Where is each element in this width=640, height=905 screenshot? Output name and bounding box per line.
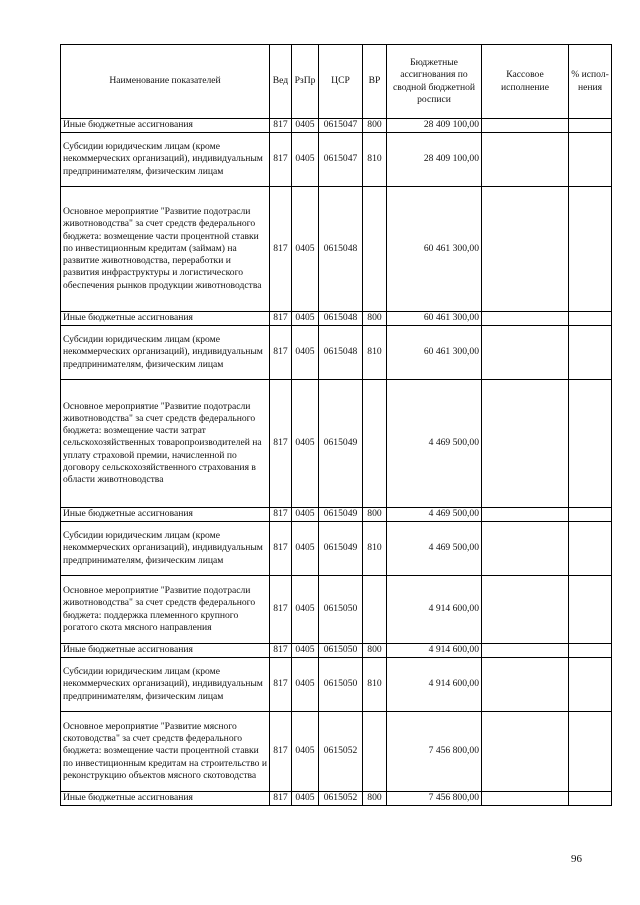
cell-cash [482,576,569,644]
header-percent: % испол-нения [569,45,612,119]
cell-percent [569,380,612,508]
cell-vr: 800 [363,312,387,326]
cell-rzpr: 0405 [292,658,319,712]
cell-rzpr: 0405 [292,576,319,644]
cell-ved: 817 [270,326,292,380]
cell-vr: 810 [363,658,387,712]
cell-budget: 7 456 800,00 [387,712,482,792]
cell-budget: 28 409 100,00 [387,133,482,187]
cell-rzpr: 0405 [292,522,319,576]
budget-table [60,44,612,806]
cell-csr: 0615052 [319,712,363,792]
table-row [61,326,612,380]
cell-rzpr: 0405 [292,380,319,508]
cell-budget: 7 456 800,00 [387,792,482,806]
cell-percent [569,792,612,806]
cell-ved: 817 [270,658,292,712]
cell-budget: 4 914 600,00 [387,576,482,644]
cell-name: Основное мероприятие "Развитие подотрасли животноводства" за счет средств федерального бюджета: поддержка племенного крупного рогатого скота мясного направления [61,576,270,644]
cell-cash [482,644,569,658]
cell-percent [569,576,612,644]
cell-cash [482,508,569,522]
cell-vr: 800 [363,644,387,658]
cell-cash [482,119,569,133]
cell-vr [363,712,387,792]
cell-name: Основное мероприятие "Развитие подотрасли животноводства" за счет средств федерального бюджета: возмещение части процентной ставки по инвестиционным кредитам (займам) на развитие животноводства, переработки и развития инфраструктуры и логистического обеспечения рынков продукции животноводства [61,187,270,312]
cell-cash [482,312,569,326]
cell-vr: 810 [363,326,387,380]
cell-budget: 28 409 100,00 [387,119,482,133]
cell-vr: 810 [363,522,387,576]
cell-budget: 60 461 300,00 [387,326,482,380]
cell-csr: 0615047 [319,119,363,133]
cell-vr [363,576,387,644]
cell-name: Иные бюджетные ассигнования [61,508,270,522]
cell-percent [569,508,612,522]
header-budget: Бюджетные ассигнования по сводной бюджетной росписи [387,45,482,119]
table-row [61,658,612,712]
cell-rzpr: 0405 [292,712,319,792]
table-row [61,644,612,658]
cell-budget: 60 461 300,00 [387,187,482,312]
cell-cash [482,133,569,187]
cell-ved: 817 [270,119,292,133]
cell-percent [569,133,612,187]
cell-rzpr: 0405 [292,792,319,806]
table-row [61,792,612,806]
table-row [61,119,612,133]
cell-csr: 0615048 [319,326,363,380]
cell-rzpr: 0405 [292,326,319,380]
cell-budget: 4 914 600,00 [387,658,482,712]
cell-name: Иные бюджетные ассигнования [61,792,270,806]
cell-ved: 817 [270,522,292,576]
cell-name: Основное мероприятие "Развитие подотрасли животноводства" за счет средств федерального бюджета: возмещение части затрат сельскохозяйственных товаропроизводителей на уплату страховой премии, начисленной по договору сельскохозяйственного страхования в области животноводства [61,380,270,508]
table-row [61,508,612,522]
cell-ved: 817 [270,133,292,187]
cell-percent [569,658,612,712]
cell-vr: 800 [363,508,387,522]
cell-rzpr: 0405 [292,508,319,522]
cell-csr: 0615052 [319,792,363,806]
cell-csr: 0615048 [319,312,363,326]
cell-csr: 0615047 [319,133,363,187]
cell-percent [569,326,612,380]
cell-budget: 4 469 500,00 [387,508,482,522]
cell-cash [482,792,569,806]
cell-cash [482,187,569,312]
cell-budget: 4 914 600,00 [387,644,482,658]
cell-ved: 817 [270,312,292,326]
cell-rzpr: 0405 [292,312,319,326]
cell-rzpr: 0405 [292,133,319,187]
cell-vr: 800 [363,792,387,806]
cell-cash [482,380,569,508]
cell-vr [363,187,387,312]
cell-csr: 0615050 [319,576,363,644]
cell-percent [569,312,612,326]
cell-csr: 0615049 [319,380,363,508]
cell-ved: 817 [270,576,292,644]
cell-ved: 817 [270,644,292,658]
page-number: 96 [571,853,582,865]
table-row [61,712,612,792]
cell-vr: 810 [363,133,387,187]
cell-cash [482,712,569,792]
header-csr: ЦСР [319,45,363,119]
cell-vr [363,380,387,508]
table-row [61,522,612,576]
cell-percent [569,522,612,576]
header-rzpr: РзПр [292,45,319,119]
cell-budget: 60 461 300,00 [387,312,482,326]
header-ved: Вед [270,45,292,119]
cell-ved: 817 [270,508,292,522]
table-row [61,312,612,326]
cell-rzpr: 0405 [292,187,319,312]
cell-csr: 0615050 [319,658,363,712]
cell-name: Иные бюджетные ассигнования [61,312,270,326]
cell-csr: 0615048 [319,187,363,312]
cell-ved: 817 [270,380,292,508]
table-row [61,576,612,644]
cell-budget: 4 469 500,00 [387,380,482,508]
cell-ved: 817 [270,187,292,312]
cell-name: Субсидии юридическим лицам (кроме некоммерческих организаций), индивидуальным предпринимателям, физическим лицам [61,658,270,712]
table-row [61,380,612,508]
cell-csr: 0615049 [319,522,363,576]
cell-percent [569,187,612,312]
cell-csr: 0615050 [319,644,363,658]
cell-ved: 817 [270,712,292,792]
header-name: Наименование показателей [61,45,270,119]
cell-ved: 817 [270,792,292,806]
cell-rzpr: 0405 [292,644,319,658]
cell-name: Субсидии юридическим лицам (кроме некоммерческих организаций), индивидуальным предпринимателям, физическим лицам [61,326,270,380]
cell-percent [569,119,612,133]
cell-cash [482,658,569,712]
cell-percent [569,644,612,658]
cell-name: Субсидии юридическим лицам (кроме некоммерческих организаций), индивидуальным предпринимателям, физическим лицам [61,133,270,187]
table-header-row [61,45,612,119]
header-cash: Кассовое исполнение [482,45,569,119]
table-row [61,133,612,187]
cell-percent [569,712,612,792]
table-row [61,187,612,312]
cell-rzpr: 0405 [292,119,319,133]
cell-budget: 4 469 500,00 [387,522,482,576]
cell-cash [482,326,569,380]
cell-name: Иные бюджетные ассигнования [61,644,270,658]
cell-cash [482,522,569,576]
cell-name: Иные бюджетные ассигнования [61,119,270,133]
cell-name: Субсидии юридическим лицам (кроме некоммерческих организаций), индивидуальным предпринимателям, физическим лицам [61,522,270,576]
header-vr: ВР [363,45,387,119]
cell-csr: 0615049 [319,508,363,522]
cell-vr: 800 [363,119,387,133]
cell-name: Основное мероприятие "Развитие мясного скотоводства" за счет средств федерального бюджета: возмещение части процентной ставки по инвестиционным кредитам на строительство и реконструкцию объектов мясного скотоводства [61,712,270,792]
